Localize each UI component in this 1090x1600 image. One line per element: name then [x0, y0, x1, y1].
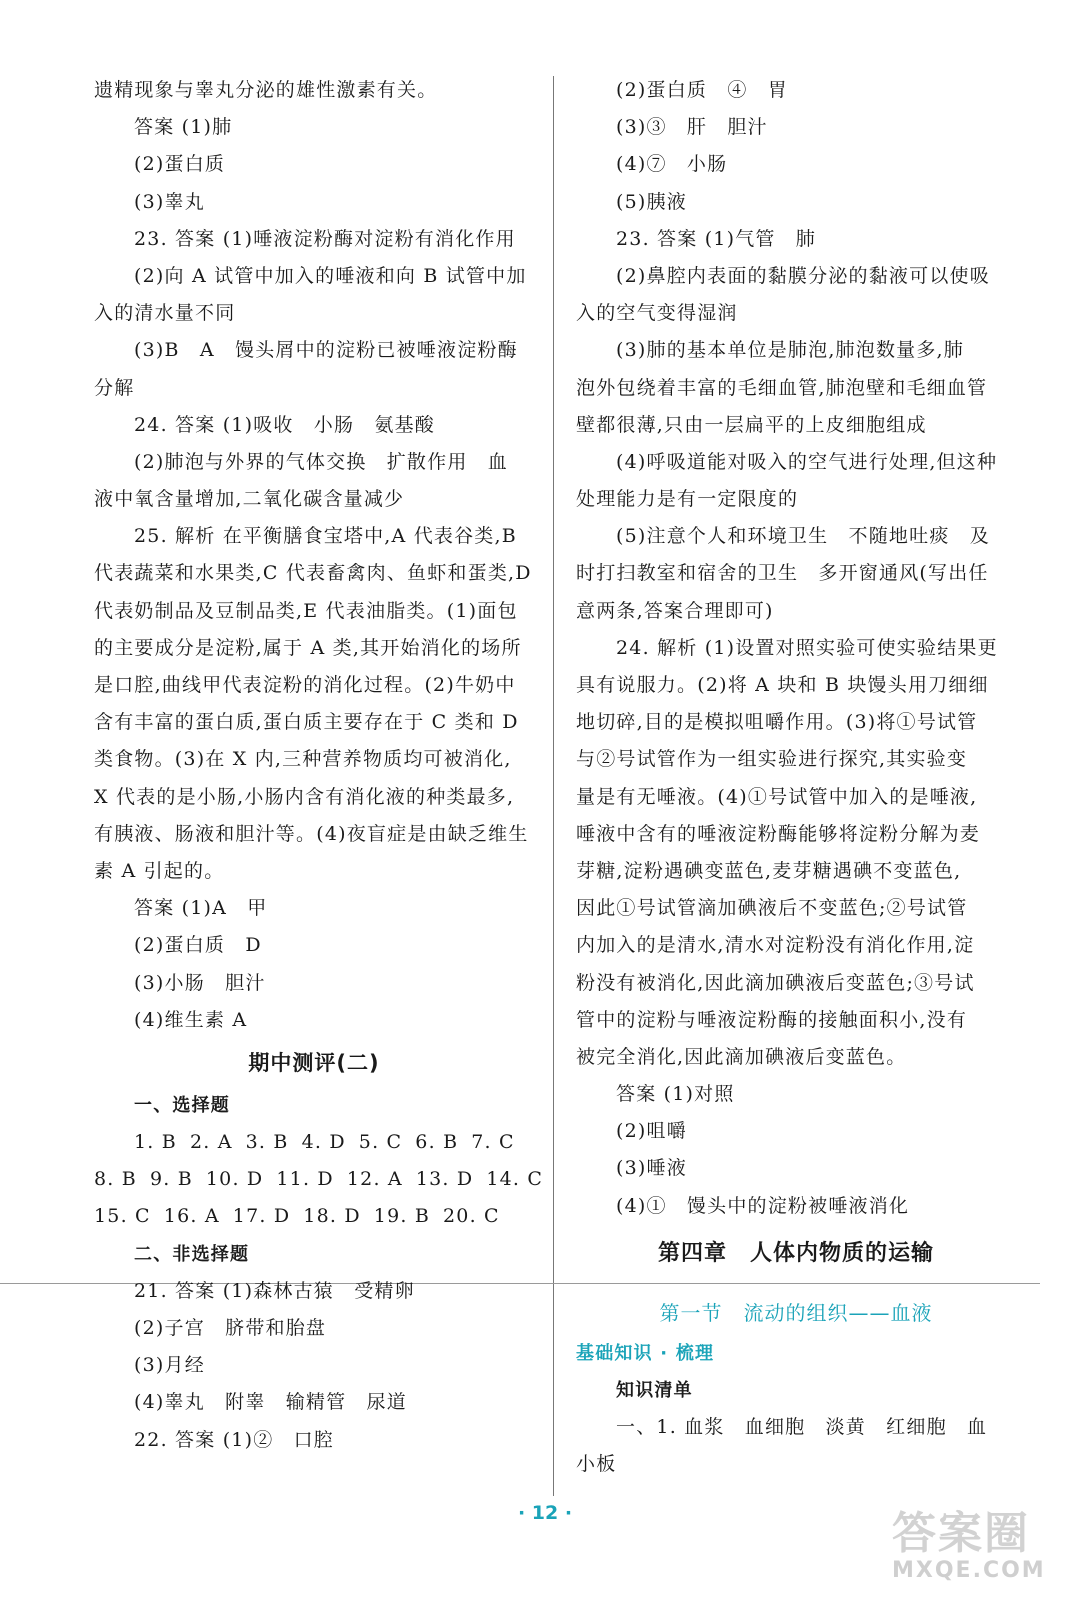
watermark-logo: 答案圈 — [892, 1508, 1030, 1559]
choice-answer: 19. B — [373, 1205, 430, 1228]
answer-line: (3)③ 肝 胆汁 — [616, 116, 768, 139]
analysis-line: 24. 解析 (1)设置对照实验可使实验结果更 — [616, 636, 998, 659]
section-title: 第一节 流动的组织——血液 — [659, 1300, 933, 1325]
question-line: 23. 答案 (1)气管 肺 — [616, 227, 817, 250]
analysis-line: 内加入的是清水,清水对淀粉没有消化作用,淀 — [576, 934, 975, 957]
choice-answer: 5. C — [358, 1131, 403, 1154]
answer-line: 入的清水量不同 — [94, 302, 236, 325]
choice-answer: 1. B — [134, 1131, 177, 1154]
analysis-line: 是口腔,曲线甲代表淀粉的消化过程。(2)牛奶中 — [94, 674, 516, 696]
choice-row — [94, 1161, 544, 1198]
answer-line: 入的空气变得湿润 — [576, 302, 738, 325]
answer-line: (2)咀嚼 — [616, 1120, 687, 1143]
analysis-line: 地切碎,目的是模拟咀嚼作用。(3)将①号试管 — [576, 711, 978, 734]
choice-answer: 16. A — [163, 1205, 220, 1228]
analysis-line: X 代表的是小肠,小肠内含有消化液的种类最多, — [94, 785, 515, 808]
answer-line: 答案 (1)A 甲 — [134, 897, 268, 920]
choice-answer: 4. D — [301, 1131, 346, 1154]
answer-line: (4)呼吸道能对吸入的空气进行处理,但这种 — [616, 450, 998, 473]
choice-answer: 3. B — [245, 1131, 289, 1154]
choice-answer: 10. D — [205, 1168, 264, 1191]
answer-line: 处理能力是有一定限度的 — [576, 488, 799, 511]
analysis-line: 25. 解析 在平衡膳食宝塔中,A 代表谷类,B — [134, 525, 517, 548]
answer-line: (3)唾液 — [616, 1157, 687, 1180]
right-column — [576, 72, 1016, 1484]
analysis-line: 因此①号试管滴加碘液后不变蓝色;②号试管 — [576, 897, 968, 920]
choice-answer: 13. D — [415, 1168, 474, 1191]
answer-line: (2)向 A 试管中加入的唾液和向 B 试管中加 — [134, 264, 527, 287]
analysis-line: 素 A 引起的。 — [94, 859, 225, 882]
analysis-line: 唾液中含有的唾液淀粉酶能够将淀粉分解为麦 — [576, 822, 981, 845]
answer-line: (2)蛋白质 D — [134, 934, 262, 957]
choice-answer: 2. A — [189, 1131, 233, 1154]
text-line: 遗精现象与睾丸分泌的雄性激素有关。 — [94, 79, 438, 101]
question-line: 22. 答案 (1)② 口腔 — [134, 1428, 335, 1451]
answer-line: (2)子宫 脐带和胎盘 — [134, 1317, 327, 1339]
question-line: 24. 答案 (1)吸收 小肠 氨基酸 — [134, 413, 436, 436]
answer-line: (4)⑦ 小肠 — [616, 153, 728, 176]
answer-line: 答案 (1)对照 — [616, 1083, 735, 1106]
watermark — [892, 1510, 1072, 1592]
analysis-line: 量是有无唾液。(4)①号试管中加入的是唾液, — [576, 785, 978, 808]
answer-line: 小板 — [576, 1453, 617, 1476]
analysis-line: 具有说服力。(2)将 A 块和 B 块馒头用刀细细 — [576, 674, 989, 696]
answer-line: (2)蛋白质 ④ 胃 — [616, 79, 788, 101]
analysis-line: 有胰液、肠液和胆汁等。(4)夜盲症是由缺乏维生 — [94, 822, 529, 845]
choice-answer: 20. C — [443, 1205, 500, 1228]
question-line: 23. 答案 (1)唾液淀粉酶对淀粉有消化作用 — [134, 227, 516, 250]
choice-answer: 18. D — [303, 1205, 361, 1228]
answer-line: (4)维生素 A — [134, 1008, 248, 1031]
watermark-url: MXQE.COM — [892, 1558, 1046, 1583]
answer-line: 意两条,答案合理即可) — [576, 599, 774, 622]
analysis-line: 管中的淀粉与唾液淀粉酶的接触面积小,没有 — [576, 1008, 968, 1031]
choice-answer: 14. C — [486, 1168, 544, 1191]
choice-row — [94, 1124, 534, 1161]
choice-answer: 11. D — [276, 1168, 334, 1191]
analysis-line: 代表蔬菜和水果类,C 代表畜禽肉、鱼虾和蛋类,D — [94, 562, 532, 585]
answer-line: 壁都很薄,只由一层扁平的上皮细胞组成 — [576, 413, 927, 436]
analysis-line: 代表奶制品及豆制品类,E 代表油脂类。(1)面包 — [94, 599, 518, 622]
answer-line: (2)肺泡与外界的气体交换 扩散作用 血 — [134, 450, 508, 473]
left-column — [94, 72, 544, 1459]
answer-line: (3)B A 馒头屑中的淀粉已被唾液淀粉酶 — [134, 339, 518, 362]
analysis-line: 芽糖,淀粉遇碘变蓝色,麦芽糖遇碘不变蓝色, — [576, 859, 962, 882]
choice-heading: 一、选择题 — [134, 1094, 230, 1116]
answer-line: (4)睾丸 附睾 输精管 尿道 — [134, 1391, 407, 1414]
question-line: 21. 答案 (1)森林古猿 受精卵 — [134, 1279, 415, 1302]
answer-line: (3)月经 — [134, 1354, 205, 1377]
answer-line: (3)小肠 胆汁 — [134, 971, 266, 994]
answer-line: (2)蛋白质 — [134, 153, 226, 176]
choice-answer: 6. B — [415, 1131, 459, 1154]
choice-answer: 7. C — [471, 1131, 515, 1154]
chapter-title: 第四章 人体内物质的运输 — [657, 1240, 934, 1266]
analysis-line: 的主要成分是淀粉,属于 A 类,其开始消化的场所 — [94, 636, 522, 659]
nonchoice-heading: 二、非选择题 — [134, 1243, 250, 1265]
answer-line: 泡外包绕着丰富的毛细血管,肺泡壁和毛细血管 — [576, 376, 988, 399]
answer-line: 一、1. 血浆 血细胞 淡黄 红细胞 血 — [616, 1416, 988, 1439]
page-number: · 12 · — [517, 1502, 573, 1524]
choice-answer: 9. B — [149, 1168, 193, 1191]
answer-line: (3)肺的基本单位是肺泡,肺泡数量多,肺 — [616, 339, 964, 362]
choice-answer: 15. C — [94, 1205, 151, 1228]
analysis-line: 含有丰富的蛋白质,蛋白质主要存在于 C 类和 D — [94, 711, 519, 734]
analysis-line: 粉没有被消化,因此滴加碘液后变蓝色;③号试 — [576, 971, 975, 994]
answer-line: 液中氧含量增加,二氧化碳含量减少 — [94, 488, 405, 511]
exam-title: 期中测评(二) — [248, 1050, 380, 1075]
answer-line: (4)① 馒头中的淀粉被唾液消化 — [616, 1194, 910, 1217]
analysis-line: 类食物。(3)在 X 内,三种营养物质均可被消化, — [94, 748, 512, 771]
analysis-line: 被完全消化,因此滴加碘液后变蓝色。 — [576, 1045, 907, 1068]
choice-answer: 8. B — [94, 1168, 137, 1191]
answer-line: 答案 (1)肺 — [134, 116, 233, 139]
answer-line: (2)鼻腔内表面的黏膜分泌的黏液可以使吸 — [616, 264, 990, 287]
choice-row — [94, 1198, 534, 1235]
answer-line: (5)胰液 — [616, 190, 687, 213]
answer-line: 时打扫教室和宿舍的卫生 多开窗通风(写出任 — [576, 562, 989, 585]
basics-label: 基础知识 · 梳理 — [576, 1342, 715, 1364]
list-label: 知识清单 — [616, 1380, 693, 1401]
answer-line: (3)睾丸 — [134, 190, 205, 213]
choice-answer: 12. A — [346, 1168, 403, 1191]
choice-answer: 17. D — [232, 1205, 291, 1228]
answer-line: (5)注意个人和环境卫生 不随地吐痰 及 — [616, 525, 990, 548]
answer-line: 分解 — [94, 376, 135, 399]
analysis-line: 与②号试管作为一组实验进行探究,其实验变 — [576, 748, 968, 771]
